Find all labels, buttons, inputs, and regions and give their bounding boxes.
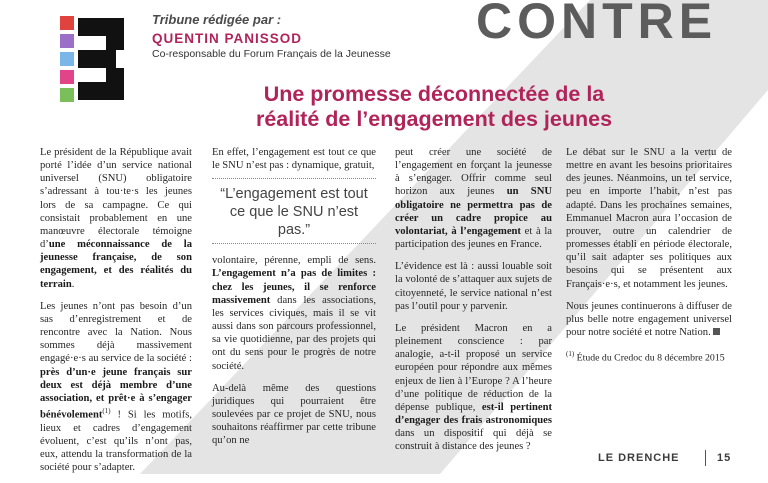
author-role: Co-responsable du Forum Français de la Jeunesse [152,48,391,60]
column-2 [212,146,376,457]
text: volontaire, pérenne, empli de sens. [212,255,376,267]
text: Nous jeunes continuerons à diffuser de plus belle notre engagement universel pour notre société et notre Nation. [566,300,732,339]
footnote-text: Étude du Credoc du 8 décembre 2015 [574,352,725,364]
paragraph [212,146,376,172]
byline-label: Tribune rédigée par : [152,12,282,27]
paragraph [395,322,552,454]
byline [152,12,391,60]
end-mark-icon [713,328,720,335]
paragraph [566,300,732,339]
footnote-number: (1) [566,350,575,359]
pull-quote: “L’engagement est tout ce que le SNU n’est pas.” [212,178,376,244]
bold-text: L’engagement n’a pas de limites : chez les jeunes, il se renforce massivement [212,268,376,306]
text: Le débat sur le SNU a la vertu de mettre en avant les besoins prioritaires des jeunes. Néanmoins, un tel service, peu en importe l’habit, n’est pas adapté. Dans les prochaines semaines, Emmanuel Macron aura l’occasion de prouver, outre un calendrier de promesses établi en période électorale, qu’il sait adapter ses politiques aux besoins qui se présentent aux Français·e·s, et notamment les jeunes. [566,147,732,290]
text: Le président de la République avait porté l’idée d’un service national universel (SNU) obligatoire s’adressant à tou·te·s les jeunes lors de sa campagne. Ce qui consistait probablement en une manœuvre électorale témoigne d’ [40,147,192,251]
column-3 [395,146,552,462]
title-line-2: réalité de l’engagement des jeunes [255,107,613,131]
paragraph [40,300,192,475]
text: Les jeunes n’ont pas besoin d’un sas d’enregistrement et de rencontre avec la Nation. Nous sommes déjà massivement engagé·e·s au service de la société : [40,300,192,365]
magazine-logo [42,16,128,102]
text: Le président Macron en a pleinement conscience : par analogie, a-t-il proposé un service européen pour répondre aux mêmes enjeux de lien à l’Europe ? A l’heure d’une politique de réduction de la dépense publique, [395,322,552,413]
bold-text: un SNU obligatoire ne permettra pas de créer un cadre propice au volontariat, à l’engagement [395,186,553,237]
title-line-1: Une promesse déconnectée de la [263,82,605,106]
bold-text: est-il pertinent d’engager des frais astronomiques [395,401,553,426]
paragraph [212,254,376,372]
bold-text: près d’un·e jeune français sur deux est déjà membre d’une association, et prêt·e à s’engager bénévolement [40,366,192,421]
magazine-name: LE DRENCHE [598,452,680,464]
footnote-ref: (1) [102,406,111,415]
text: et à la participation des jeunes en France. [395,225,552,251]
footnote [566,348,732,364]
article-title [160,82,708,132]
author-name: QUENTIN PANISSOD [152,31,303,46]
paragraph [566,146,732,291]
paragraph [212,382,376,448]
footer-divider [705,450,706,466]
page-number: 15 [717,452,732,464]
paragraph [395,146,552,251]
text: Au-delà même des questions juridiques qui pourraient être soulevées par ce projet de SNU, nous souhaitons réaffirmer par cette tribune qu’on ne [212,382,376,447]
paragraph [40,146,192,291]
column-1 [40,146,192,483]
text: peut créer une société de l’engagement en forçant la jeunesse à s’engager. Offrir comme seul horizon aux jeunes [395,147,552,198]
text: dans un dispositif qui déjà se construit à distance des jeunes ? [395,428,552,453]
paragraph [395,260,552,313]
text: L’évidence est là : aussi louable soit la volonté de s’attaquer aux sujets de citoyenneté, le service national n’est pas l’outil pour y parvenir. [395,261,552,312]
text: dans les associations, les services civiques, mais il se vit aussi dans son parcours professionnel, sa vie quotidienne, par des projets qui ont du sens pour le progrès de notre société. [212,294,376,372]
stance-heading: CONTRE [476,0,718,49]
bold-text: une méconnaissance de la jeunesse française, de son engagement, et des réalités du terrain [40,239,192,290]
text: En effet, l’engagement est tout ce que le SNU n’est pas : dynamique, gratuit, [212,147,376,172]
text: ! Si les motifs, lieux et cadres d’engagement évoluent, c’est qu’ils n’ont pas, eux, attendu la transformation de la société pour s’adapter. [40,409,192,474]
text: . [71,278,75,290]
column-4 [566,146,732,374]
